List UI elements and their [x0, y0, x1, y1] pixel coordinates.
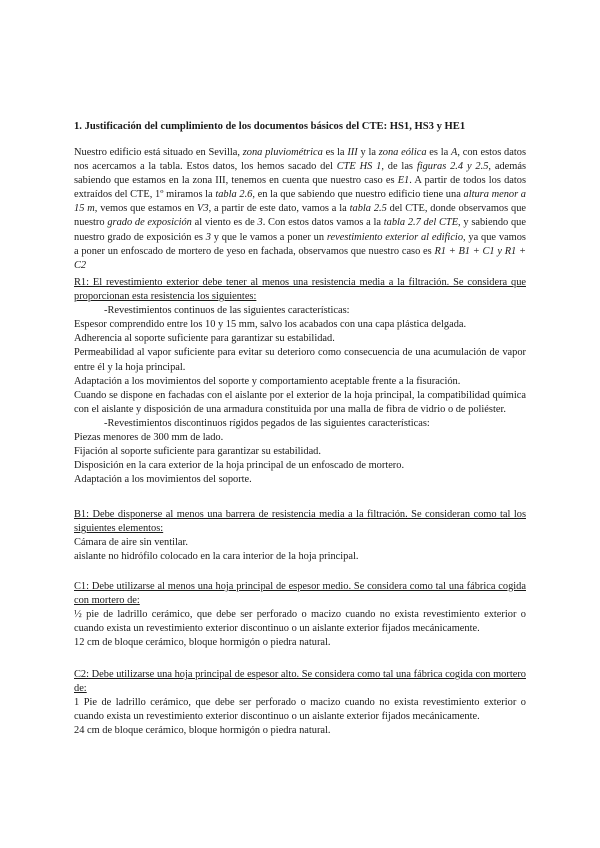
- r1-item: Espesor comprendido entre los 10 y 15 mm, salvo los acabados con una capa plástica delgada.: [74, 319, 467, 331]
- c1-title: C1: Debe utilizarse al menos una hoja principal de espesor medio. Se considera como tal una fábrica cogida con mortero de:: [74, 581, 526, 607]
- b1-item: aislante no hidrófilo colocado en la cara interior de la hoja principal.: [74, 551, 359, 563]
- r1-subheading-discontinuous: -Revestimientos discontinuos rígidos pegados de las siguientes características:: [104, 417, 430, 429]
- intro-paragraph: Nuestro edificio está situado en Sevilla, zona pluviométrica es la III y la zona eólica es la A, con estos datos nos acercamos a la tabla. Estos datos, los hemos sacado del CTE HS 1, de las figuras 2.4 y 2.5, además sabiendo que estamos en la zona III, tenemos en cuenta que nuestro caso es E1. A partir de todos los datos extraídos del CTE, 1º miramos la tabla 2.6, en la que sabiendo que nuestro edificio tiene una altura menor a 15 m, vemos que estamos en V3, a partir de este dato, vamos a la tabla 2.5 del CTE, donde observamos que nuestro grado de exposición al viento es de 3. Con estos datos vamos a la tabla 2.7 del CTE, y sabiendo que nuestro grado de exposición es 3 y que le vamos a poner un revestimiento exterior al edificio, ya que vamos a poner un enfoscado de mortero de yeso en fachada, observamos que nuestro caso es R1 + B1 + C1 y R1 + C2: [74, 147, 527, 271]
- c2-section: [74, 668, 526, 738]
- c2-item: 24 cm de bloque cerámico, bloque hormigón o piedra natural.: [74, 725, 331, 737]
- b1-title: B1: Debe disponerse al menos una barrera de resistencia media a la filtración. Se consideran como tal los siguientes elementos:: [74, 509, 526, 535]
- r1-item: Piezas menores de 300 mm de lado.: [74, 432, 224, 444]
- r1-item: Adaptación a los movimientos del soporte.: [74, 474, 252, 486]
- c1-item: ½ pie de ladrillo cerámico, que debe ser perforado o macizo cuando no exista revestimiento exterior o cuando exista un revestimiento exterior discontinuo o un aislante exterior fijados mecánicamente.: [74, 609, 526, 635]
- r1-title: R1: El revestimiento exterior debe tener al menos una resistencia media a la filtración. Se considera que proporcionan esta resistencia los siguientes:: [74, 277, 526, 303]
- r1-item: Fijación al soporte suficiente para garantizar su estabilidad.: [74, 446, 321, 458]
- b1-section: [74, 508, 526, 564]
- r1-item: Disposición en la cara exterior de la hoja principal de un enfoscado de mortero.: [74, 460, 405, 472]
- c2-item: 1 Pie de ladrillo cerámico, que debe ser perforado o macizo cuando no exista revestimiento exterior o cuando exista un revestimiento exterior discontinuo o un aislante exterior fijados mecánicamente.: [74, 697, 526, 723]
- r1-subheading-continuous: -Revestimientos continuos de las siguientes características:: [104, 305, 350, 317]
- r1-item: Adaptación a los movimientos del soporte y comportamiento aceptable frente a la fisuración.: [74, 375, 461, 387]
- c2-title: C2: Debe utilizarse una hoja principal de espesor alto. Se considera como tal una fábrica cogida con mortero de:: [74, 669, 526, 695]
- intro-block: [74, 146, 526, 273]
- r1-section: [74, 276, 526, 487]
- section-heading: 1. Justificación del cumplimiento de los documentos básicos del CTE: HS1, HS3 y HE1: [74, 121, 466, 132]
- r1-item: Permeabilidad al vapor suficiente para evitar su deterioro como consecuencia de una acumulación de vapor entre él y la hoja principal.: [74, 347, 526, 373]
- c1-item: 12 cm de bloque cerámico, bloque hormigón o piedra natural.: [74, 637, 331, 649]
- r1-item: Cuando se dispone en fachadas con el aislante por el exterior de la hoja principal, la compatibilidad química con el aislante y disposición de una armadura constituida por una malla de fibra de vidrio o de poliéster.: [74, 389, 526, 415]
- r1-item: Adherencia al soporte suficiente para garantizar su estabilidad.: [74, 333, 335, 345]
- c1-section: [74, 580, 526, 650]
- b1-item: Cámara de aire sin ventilar.: [74, 537, 188, 549]
